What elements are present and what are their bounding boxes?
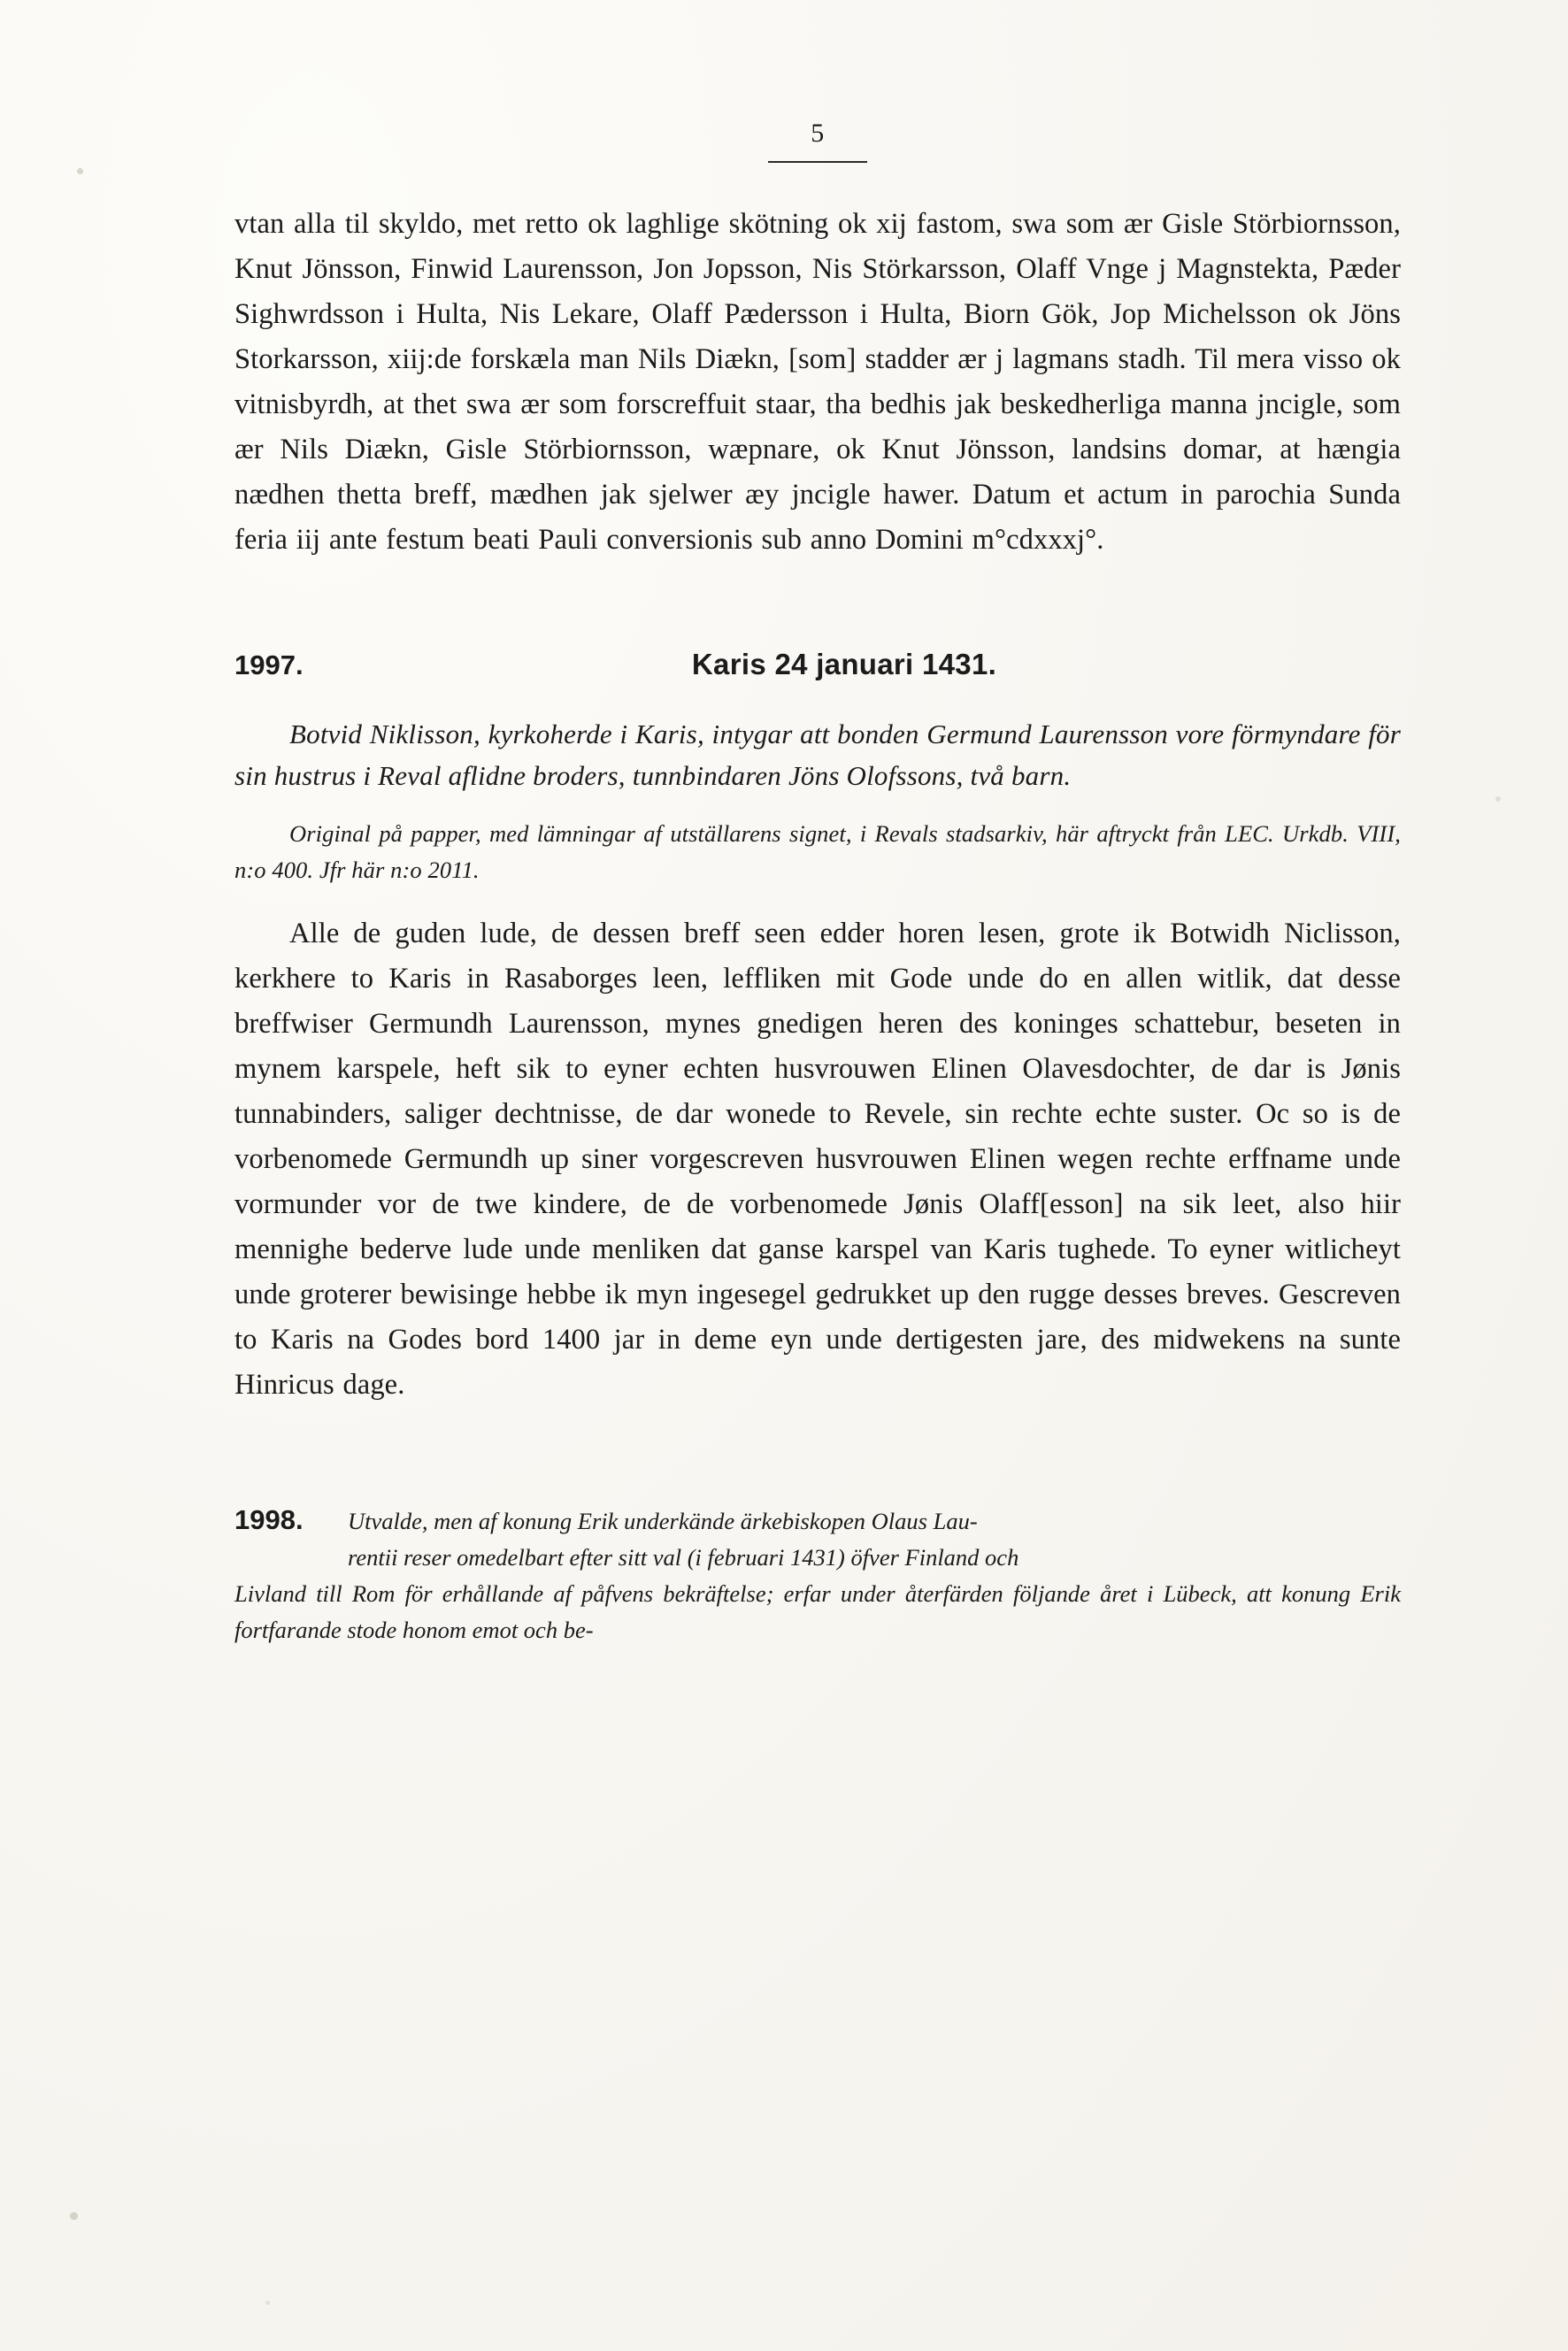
entry-1997-source-note: Original på papper, med lämningar af utställarens signet, i Revals stadsarkiv, här aftryckt från LEC. Urkdb. VIII, n:o 400. Jfr här n:o 2011. (234, 820, 1401, 883)
entry-1997-body: Alle de guden lude, de dessen breff seen edder horen lesen, grote ik Botwidh Niclisson, kerkhere to Karis in Rasaborges leen, leffliken mit Gode unde do en allen witlik, dat desse breffwiser Germundh Laurensson, mynes gnedigen heren des koninges schattebur, beseten in mynem karspele, heft sik to eyner echten husvrouwen Elinen Olavesdochter, de dar is Jønis tunnabinders, saliger dechtnisse, de dar wonede to Revele, sin rechte echte suster. Oc so is de vorbenomede Germundh up siner vorgescreven husvrouwen Elinen wegen rechte erffname unde vormunder vor de twe kindere, de de vorbenomede Jønis Olaff[esson] na sik leet, also hiir mennighe bederve lude unde menliken dat ganse karspel van Karis tughede. To eyner witlicheyt unde groterer bewisinge hebbe ik myn ingesegel gedrukket up den rugge desses breves. Gescreven to Karis na Godes bord 1400 jar in deme eyn unde dertigesten jare, des midwekens na sunte Hinricus dage. (234, 918, 1401, 1401)
continued-paragraph: vtan alla til skyldo, met retto ok laghlige skötning ok xij fastom, swa som ær Gisle Störbiornsson, Knut Jönsson, Finwid Laurensson, Jon Jopsson, Nis Störkarsson, Olaff Vnge j Magnstekta, Pæder Sighwrdsson i Hulta, Nis Lekare, Olaff Pædersson i Hulta, Biorn Gök, Jop Michelsson ok Jöns Storkarsson, xiij:de forskæla man Nils Diækn, [som] stadder ær j lagmans stadh. Til mera visso ok vitnisbyrdh, at thet swa ær som forscreffuit staar, tha bedhis jak beskedherliga manna jncigle, som ær Nils Diækn, Gisle Störbiornsson, wæpnare, ok Knut Jönsson, landsins domar, at hængia nædhen thetta breff, mædhen jak sjelwer æy jncigle hawer. Datum et actum in parochia Sunda feria iij ante festum beati Pauli conversionis sub anno Domini m°cdxxxj°. (234, 208, 1401, 556)
entry-1998-heading (234, 1503, 1401, 1540)
entry-number: 1997. (234, 649, 304, 680)
entry-title: Karis 24 januari 1431. (691, 648, 997, 680)
entry-1997-regest: Botvid Niklisson, kyrkoherde i Karis, intygar att bonden Germund Laurensson vore förmyndare för sin hustrus i Reval aflidne broders, tunnbindaren Jöns Olofssons, två barn. (234, 718, 1401, 791)
entry-1998-line-1: Utvalde, men af konung Erik underkände ärkebiskopen Olaus Lau- (348, 1508, 978, 1534)
header-rule (768, 161, 867, 163)
entry-1998-rest: Livland till Rom för erhållande af påfvens bekräftelse; erfar under återfärden följande året i Lübeck, att konung Erik fortfarande stode honom emot och be- (234, 1580, 1401, 1643)
page-content (234, 115, 1401, 1648)
page-number: 5 (811, 119, 825, 148)
entry-1998-line-2: rentii reser omedelbart efter sitt val (i februari 1431) öfver Finland och (348, 1544, 1019, 1571)
page-header (234, 115, 1401, 177)
entry-1997-heading (234, 648, 1401, 681)
entry-number: 1998. (234, 1504, 304, 1535)
